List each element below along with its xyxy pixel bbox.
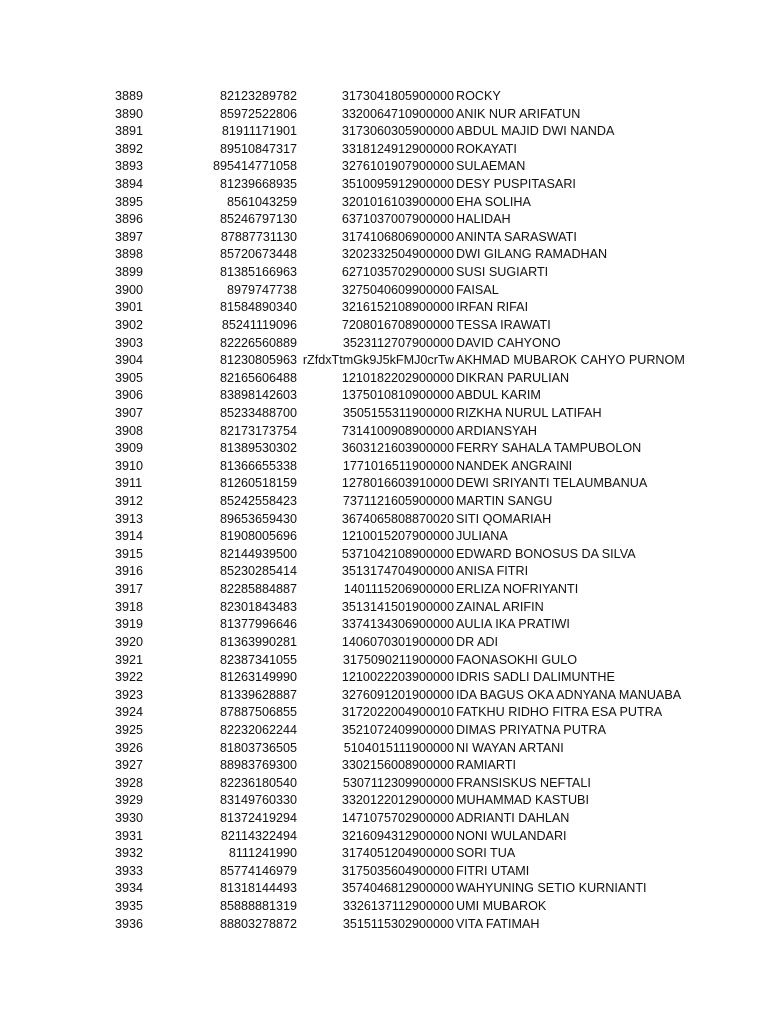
phone-number: 81260518159 <box>219 476 297 491</box>
table-row <box>0 669 768 687</box>
table-row <box>0 440 768 458</box>
row-number: 3915 <box>115 546 144 561</box>
row-number: 3894 <box>115 177 144 192</box>
person-name: FATKHU RIDHO FITRA ESA PUTRA <box>456 705 663 720</box>
table-row <box>0 775 768 793</box>
table-row <box>0 299 768 317</box>
phone-number: 85230285414 <box>219 564 297 579</box>
person-name: ANISA FITRI <box>456 564 529 579</box>
row-number: 3927 <box>115 758 144 773</box>
phone-number: 89510847317 <box>219 141 297 156</box>
id-number: 3374134306900000 <box>341 617 454 632</box>
row-number: 3904 <box>115 353 144 368</box>
table-row <box>0 546 768 564</box>
id-number: 3276091201900000 <box>341 687 454 702</box>
person-name: TESSA IRAWATI <box>456 317 551 332</box>
id-number: 5307112309900000 <box>342 775 454 790</box>
id-number: 7371121605900000 <box>342 494 454 509</box>
row-number: 3902 <box>115 317 144 332</box>
row-number: 3930 <box>115 810 144 825</box>
phone-number: 82301843483 <box>219 599 297 614</box>
person-name: RIZKHA NURUL LATIFAH <box>456 405 602 420</box>
phone-number: 81803736505 <box>219 740 297 755</box>
id-number: 7314100908900000 <box>341 423 454 438</box>
person-name: NANDEK ANGRAINI <box>456 458 573 473</box>
id-number: 3173041805900000 <box>341 89 454 103</box>
person-name: SITI QOMARIAH <box>456 511 552 526</box>
table-row <box>0 704 768 722</box>
table-row <box>0 246 768 264</box>
row-number: 3929 <box>115 793 144 808</box>
id-number: 1210022203900000 <box>341 670 454 685</box>
phone-number: 81239668935 <box>219 177 297 192</box>
row-number: 3924 <box>115 705 144 720</box>
phone-number: 8561043259 <box>226 194 297 209</box>
phone-number: 85233488700 <box>219 405 297 420</box>
person-name: FITRI UTAMI <box>456 863 530 878</box>
person-name: IRFAN RIFAI <box>456 300 529 315</box>
id-number: 6271035702900000 <box>341 265 454 280</box>
table-row <box>0 616 768 634</box>
table-row <box>0 687 768 705</box>
person-name: DWI GILANG RAMADHAN <box>456 247 608 262</box>
id-number: 3174106806900000 <box>341 229 454 244</box>
person-name: ADRIANTI DAHLAN <box>456 810 570 825</box>
phone-number: 87887506855 <box>219 705 297 720</box>
table-row <box>0 141 768 159</box>
phone-number: 81339628887 <box>219 687 297 702</box>
id-number: 3276101907900000 <box>341 159 454 174</box>
row-number: 3934 <box>115 881 144 896</box>
row-number: 3917 <box>115 582 144 597</box>
phone-number: 81911171901 <box>221 124 297 139</box>
person-name: EDWARD BONOSUS DA SILVA <box>456 546 636 561</box>
phone-number: 82114322494 <box>220 828 297 843</box>
table-row <box>0 264 768 282</box>
id-number: 3275040609900000 <box>341 282 454 297</box>
table-row <box>0 458 768 476</box>
phone-number: 85888881319 <box>219 899 297 914</box>
person-name: ABDUL MAJID DWI NANDA <box>456 124 615 139</box>
phone-number: 82387341055 <box>219 652 297 667</box>
phone-number: 895414771058 <box>212 159 297 174</box>
phone-number: 82232062244 <box>219 722 297 737</box>
row-number: 3891 <box>115 124 144 139</box>
id-number: 3320122012900000 <box>341 793 454 808</box>
row-number: 3909 <box>115 441 144 456</box>
row-number: 3896 <box>115 212 144 227</box>
row-number: 3900 <box>115 282 144 297</box>
phone-number: 81389530302 <box>219 441 297 456</box>
table-row <box>0 810 768 828</box>
person-name: ERLIZA NOFRIYANTI <box>456 582 579 597</box>
person-name: DEWI SRIYANTI TELAUMBANUA <box>456 476 648 491</box>
id-number: 1471075702900000 <box>341 810 454 825</box>
person-name: ROCKY <box>456 89 501 103</box>
table-row <box>0 634 768 652</box>
phone-number: 82144939500 <box>219 546 297 561</box>
phone-number: 82285884887 <box>219 582 297 597</box>
phone-number: 81318144493 <box>219 881 297 896</box>
id-number: 3201016103900000 <box>341 194 454 209</box>
id-number: 1401115206900000 <box>343 582 454 597</box>
phone-number: 88983769300 <box>219 758 297 773</box>
id-number: 3202332504900000 <box>341 247 454 262</box>
person-name: JULIANA <box>456 529 508 544</box>
table-row <box>0 528 768 546</box>
id-number: 3603121603900000 <box>341 441 454 456</box>
phone-number: 83898142603 <box>219 388 297 403</box>
id-number: 3172022004900010 <box>341 705 454 720</box>
person-name: DIMAS PRIYATNA PUTRA <box>456 722 606 737</box>
person-name: AKHMAD MUBAROK CAHYO PURNOM <box>456 353 685 368</box>
person-name: RAMIARTI <box>456 758 516 773</box>
id-number: 1375010810900000 <box>341 388 454 403</box>
id-number: 3175090211900000 <box>342 652 454 667</box>
person-name: DAVID CAHYONO <box>456 335 561 350</box>
phone-number: 83149760330 <box>219 793 297 808</box>
table-row <box>0 88 768 106</box>
person-name: MARTIN SANGU <box>456 494 553 509</box>
phone-number: 85242558423 <box>219 494 297 509</box>
row-number: 3916 <box>115 564 144 579</box>
id-number: 3318124912900000 <box>341 141 454 156</box>
row-number: 3905 <box>115 370 144 385</box>
person-name: AULIA IKA PRATIWI <box>456 617 570 632</box>
person-name: NI WAYAN ARTANI <box>456 740 564 755</box>
id-number: 3674065808870020 <box>341 511 454 526</box>
row-number: 3925 <box>115 722 144 737</box>
row-number: 3893 <box>115 159 144 174</box>
table-row <box>0 740 768 758</box>
row-number: 3897 <box>115 229 144 244</box>
id-number: 3523112707900000 <box>342 335 454 350</box>
phone-number: 81584890340 <box>219 300 297 315</box>
phone-number: 81230805963 <box>219 353 297 368</box>
table-row <box>0 475 768 493</box>
table-row <box>0 387 768 405</box>
person-name: DESY PUSPITASARI <box>456 177 576 192</box>
person-name: SULAEMAN <box>456 159 526 174</box>
id-number: 1406070301900000 <box>341 634 454 649</box>
phone-number: 88803278872 <box>219 916 297 931</box>
id-number: 3513174704900000 <box>341 564 454 579</box>
id-number: 3510095912900000 <box>341 177 454 192</box>
table-row <box>0 194 768 212</box>
phone-number: 81908005696 <box>219 529 297 544</box>
table-row <box>0 352 768 370</box>
person-name: HALIDAH <box>456 212 511 227</box>
table-row <box>0 898 768 916</box>
id-number: 3320064710900000 <box>341 106 454 121</box>
row-number: 3935 <box>115 899 144 914</box>
person-name: ABDUL KARIM <box>456 388 541 403</box>
row-number: 3921 <box>115 652 144 667</box>
row-number: 3936 <box>115 916 144 931</box>
data-table <box>0 88 768 933</box>
id-number: 1210182202900000 <box>341 370 454 385</box>
person-name: DIKRAN PARULIAN <box>456 370 570 385</box>
row-number: 3892 <box>115 141 144 156</box>
person-name: MUHAMMAD KASTUBI <box>456 793 589 808</box>
phone-number: 85720673448 <box>219 247 297 262</box>
row-number: 3920 <box>115 634 144 649</box>
row-number: 3907 <box>115 405 144 420</box>
row-number: 3923 <box>115 687 144 702</box>
person-name: VITA FATIMAH <box>456 916 540 931</box>
person-name: FAONASOKHI GULO <box>456 652 578 667</box>
id-number: 3174051204900000 <box>341 846 454 861</box>
table-row <box>0 106 768 124</box>
row-number: 3918 <box>115 599 144 614</box>
id-number: 3574046812900000 <box>341 881 454 896</box>
person-name: ANINTA SARASWATI <box>456 229 577 244</box>
phone-number: 82123289782 <box>219 89 297 103</box>
row-number: 3913 <box>115 511 144 526</box>
row-number: 3898 <box>115 247 144 262</box>
table-row <box>0 211 768 229</box>
person-name: FERRY SAHALA TAMPUBOLON <box>456 441 642 456</box>
id-number: 1771016511900000 <box>342 458 454 473</box>
table-row <box>0 792 768 810</box>
phone-number: 85972522806 <box>219 106 297 121</box>
table-row <box>0 863 768 881</box>
phone-number: 81385166963 <box>219 265 297 280</box>
table-row <box>0 317 768 335</box>
table-row <box>0 757 768 775</box>
person-name: ANIK NUR ARIFATUN <box>456 106 581 121</box>
id-number: 3326137112900000 <box>342 899 454 914</box>
row-number: 3889 <box>115 89 144 103</box>
person-name: EHA SOLIHA <box>456 194 531 209</box>
id-number: 6371037007900000 <box>341 212 454 227</box>
person-name: DR ADI <box>456 634 498 649</box>
phone-number: 8979747738 <box>226 282 297 297</box>
row-number: 3911 <box>115 476 143 491</box>
table-row <box>0 176 768 194</box>
id-number: 7208016708900000 <box>341 317 454 332</box>
table-row <box>0 880 768 898</box>
phone-number: 89653659430 <box>219 511 297 526</box>
phone-number: 81363990281 <box>219 634 297 649</box>
phone-number: 81372419294 <box>219 810 297 825</box>
id-number: 5104015111900000 <box>343 740 454 755</box>
table-row <box>0 722 768 740</box>
id-number: 3515115302900000 <box>342 916 454 931</box>
row-number: 3922 <box>115 670 144 685</box>
phone-number: 81366655338 <box>219 458 297 473</box>
table-row <box>0 599 768 617</box>
row-number: 3914 <box>115 529 144 544</box>
table-row <box>0 282 768 300</box>
table-row <box>0 423 768 441</box>
person-name: ROKAYATI <box>456 141 517 156</box>
person-name: FAISAL <box>456 282 499 297</box>
row-number: 3912 <box>115 494 144 509</box>
row-number: 3910 <box>115 458 144 473</box>
row-number: 3901 <box>115 300 144 315</box>
id-number: 3505155311900000 <box>342 405 454 420</box>
phone-number: 81377996646 <box>219 617 297 632</box>
table-row <box>0 845 768 863</box>
row-number: 3895 <box>115 194 144 209</box>
id-number: 3216152108900000 <box>341 300 454 315</box>
phone-number: 87887731130 <box>220 229 297 244</box>
table-row <box>0 511 768 529</box>
person-name: WAHYUNING SETIO KURNIANTI <box>456 881 647 896</box>
table-row <box>0 916 768 934</box>
table-row <box>0 335 768 353</box>
table-row <box>0 229 768 247</box>
phone-number: 85246797130 <box>219 212 297 227</box>
id-number: 3216094312900000 <box>341 828 454 843</box>
id-number: 3302156008900000 <box>341 758 454 773</box>
row-number: 3933 <box>115 863 144 878</box>
phone-number: 82173173754 <box>219 423 297 438</box>
person-name: UMI MUBAROK <box>456 899 547 914</box>
row-number: 3931 <box>115 828 144 843</box>
id-number: 3175035604900000 <box>341 863 454 878</box>
phone-number: 85774146979 <box>219 863 297 878</box>
id-number: 3521072409900000 <box>341 722 454 737</box>
person-name: ZAINAL ARIFIN <box>456 599 544 614</box>
id-number: 3173060305900000 <box>341 124 454 139</box>
table-row <box>0 828 768 846</box>
row-number: 3890 <box>115 106 144 121</box>
phone-number: 8111241990 <box>228 846 297 861</box>
table-row <box>0 493 768 511</box>
row-number: 3899 <box>115 265 144 280</box>
table-row <box>0 405 768 423</box>
person-name: IDA BAGUS OKA ADNYANA MANUABA <box>456 687 682 702</box>
row-number: 3908 <box>115 423 144 438</box>
row-number: 3926 <box>115 740 144 755</box>
table-row <box>0 581 768 599</box>
person-name: ARDIANSYAH <box>456 423 537 438</box>
table-row <box>0 563 768 581</box>
person-name: SUSI SUGIARTI <box>456 265 549 280</box>
table-row <box>0 370 768 388</box>
id-number: rZfdxTtmGk9J5kFMJ0crTw <box>302 353 454 368</box>
row-number: 3932 <box>115 846 144 861</box>
person-name: FRANSISKUS NEFTALI <box>456 775 591 790</box>
id-number: 1278016603910000 <box>341 476 454 491</box>
table-row <box>0 158 768 176</box>
id-number: 1210015207900000 <box>341 529 454 544</box>
row-number: 3928 <box>115 775 144 790</box>
row-number: 3906 <box>115 388 144 403</box>
table-row <box>0 123 768 141</box>
table-row <box>0 652 768 670</box>
row-number: 3919 <box>115 617 144 632</box>
person-name: NONI WULANDARI <box>456 828 567 843</box>
phone-number: 85241119096 <box>221 317 297 332</box>
person-name: IDRIS SADLI DALIMUNTHE <box>456 670 615 685</box>
phone-number: 82165606488 <box>219 370 297 385</box>
id-number: 5371042108900000 <box>341 546 454 561</box>
row-number: 3903 <box>115 335 144 350</box>
phone-number: 81263149990 <box>219 670 297 685</box>
phone-number: 82236180540 <box>219 775 297 790</box>
phone-number: 82226560889 <box>219 335 297 350</box>
person-name: SORI TUA <box>456 846 516 861</box>
id-number: 3513141501900000 <box>341 599 454 614</box>
